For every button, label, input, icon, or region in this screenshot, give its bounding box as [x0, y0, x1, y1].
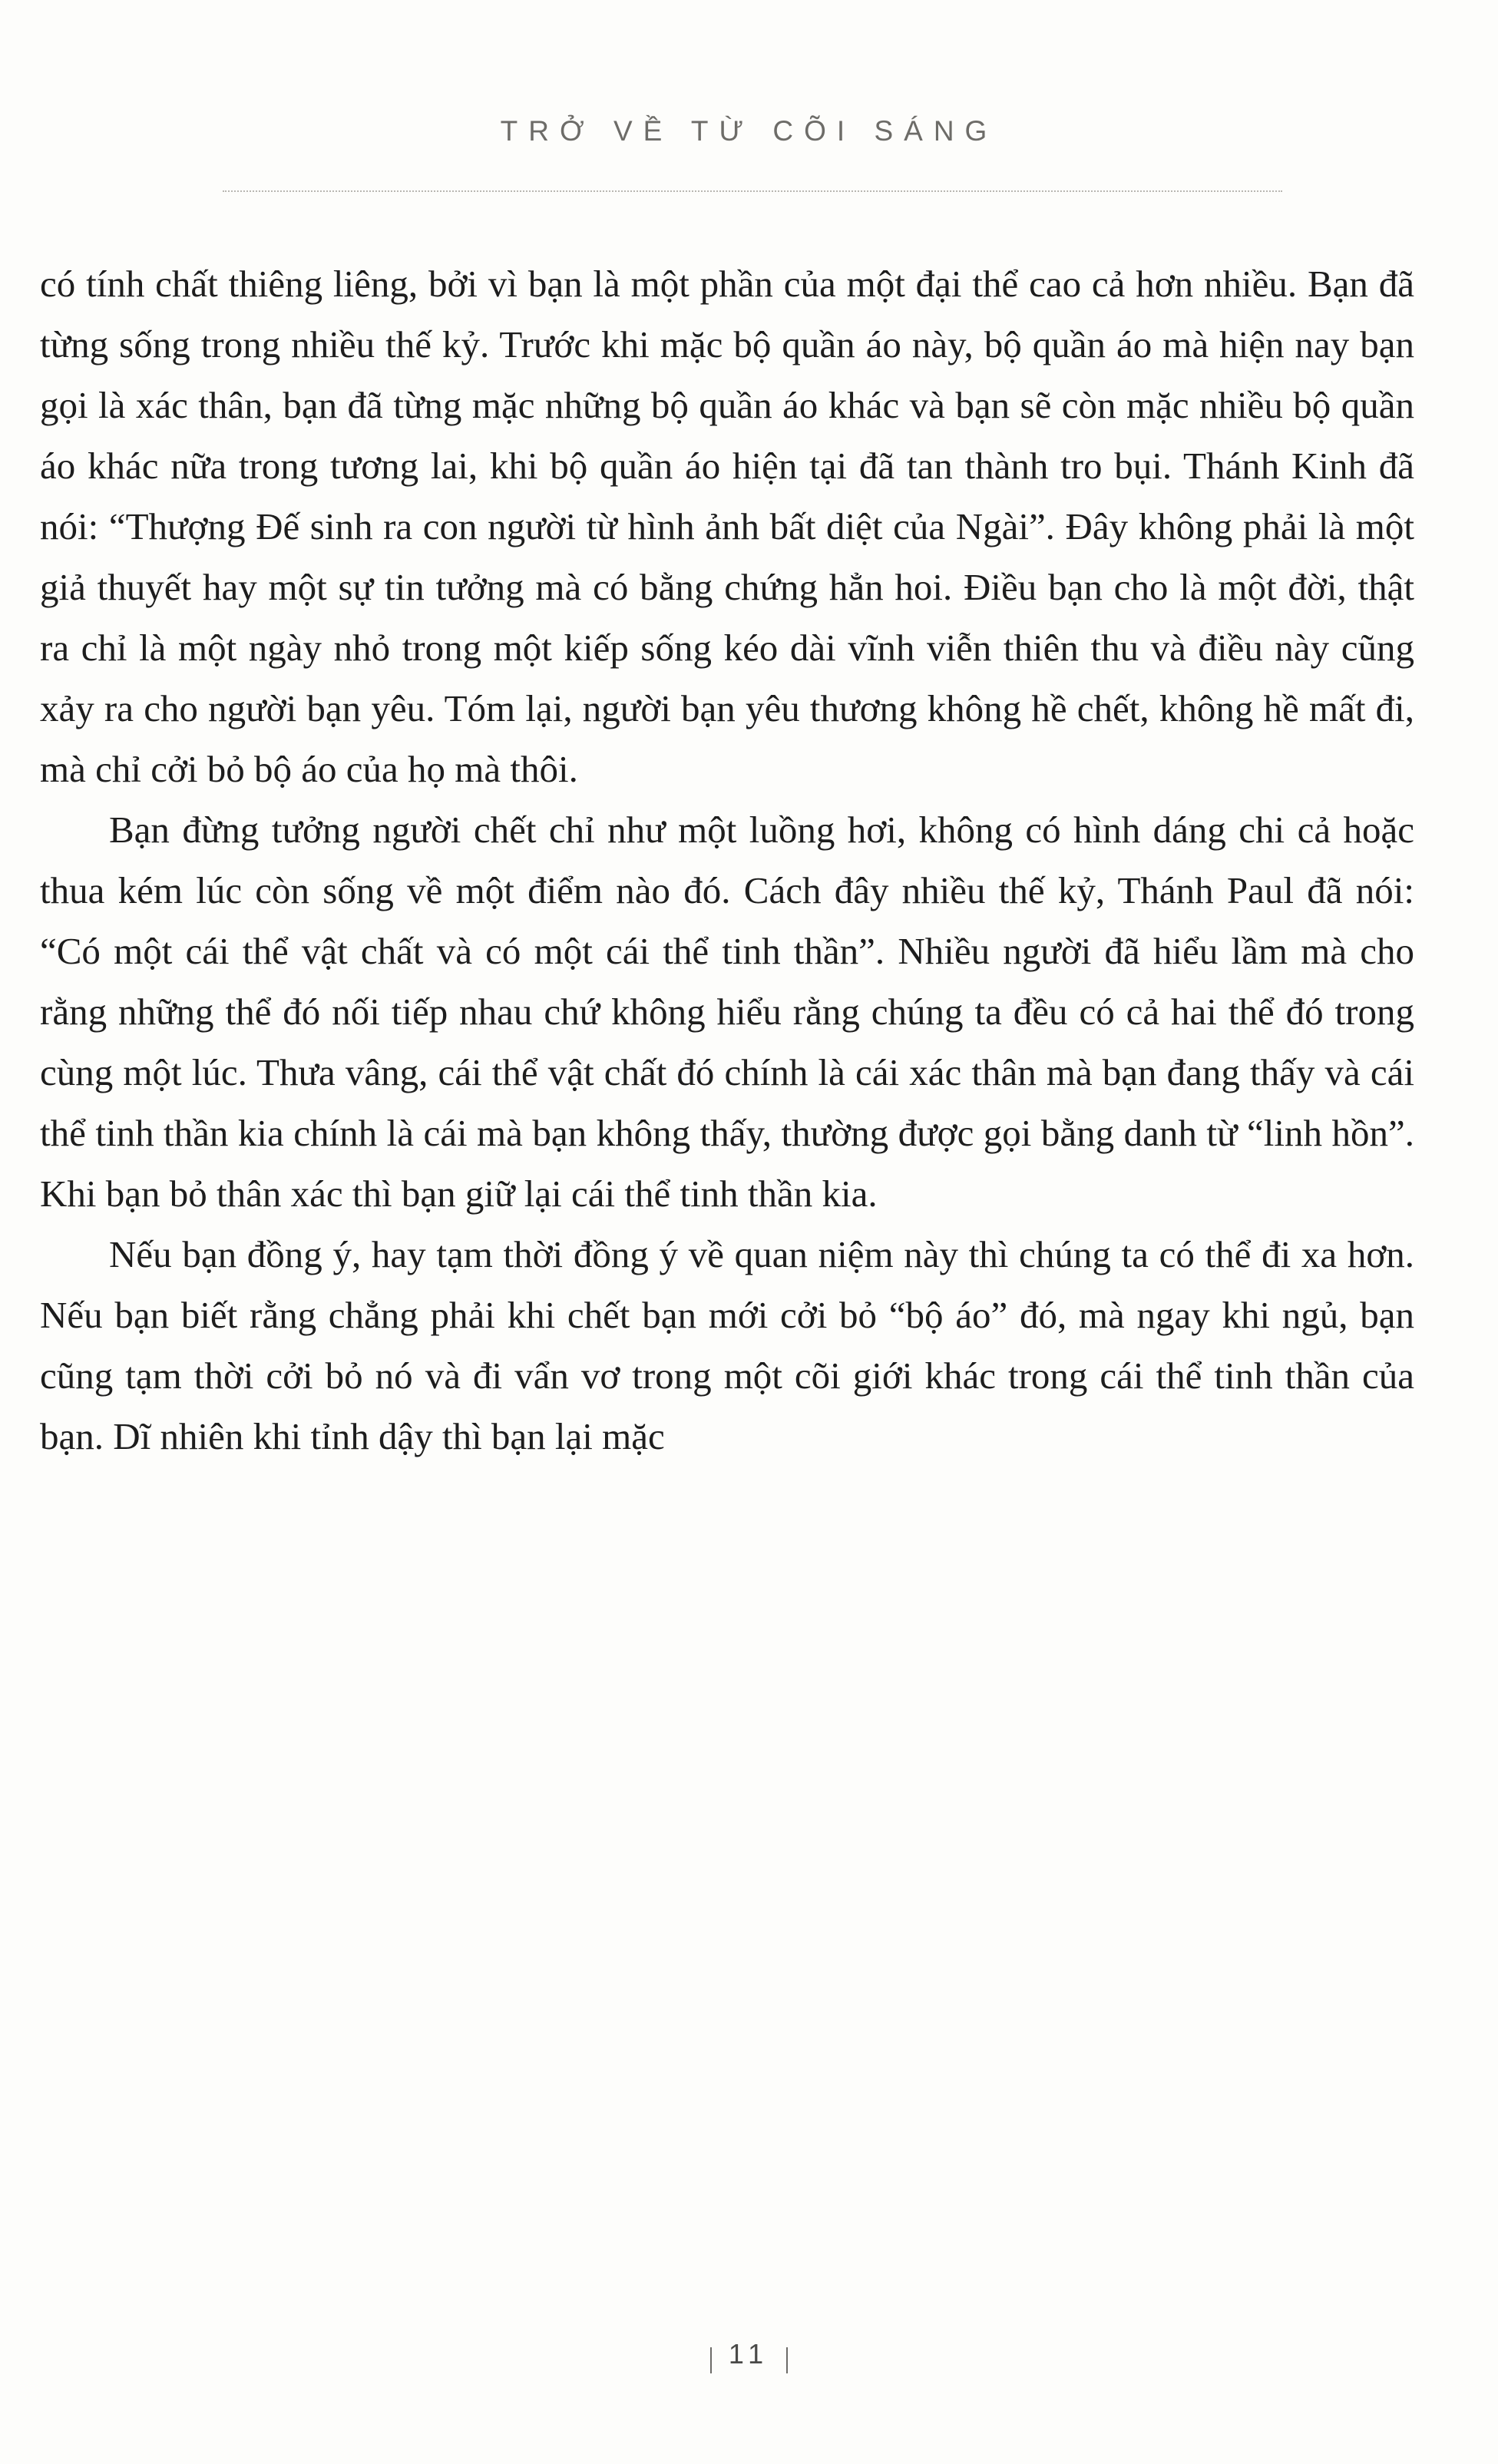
header-divider: [223, 190, 1282, 192]
running-head: TRỞ VỀ TỪ CÕI SÁNG: [500, 115, 998, 147]
paragraph-1: có tính chất thiêng liêng, bởi vì bạn là một phần của một đại thể cao cả hơn nhiều. Bạn đã từng sống trong nhiều thế kỷ. Trước khi mặc bộ quần áo này, bộ quần áo mà hiện nay bạn gọi là xác thân, bạn đã từng mặc những bộ quần áo khác và bạn sẽ còn mặc nhiều bộ quần áo khác nữa trong tương lai, khi bộ quần áo hiện tại đã tan thành tro bụi. Thánh Kinh đã nói: “Thượng Đế sinh ra con người từ hình ảnh bất diệt của Ngài”. Đây không phải là một giả thuyết hay một sự tin tưởng mà có bằng chứng hẳn hoi. Điều bạn cho là một đời, thật ra chỉ là một ngày nhỏ trong một kiếp sống kéo dài vĩnh viễn thiên thu và điều này cũng xảy ra cho người bạn yêu. Tóm lại, người bạn yêu thương không hề chết, không hề mất đi, mà chỉ cởi bỏ bộ áo của họ mà thôi.: [40, 263, 1414, 790]
paragraph-3: Nếu bạn đồng ý, hay tạm thời đồng ý về quan niệm này thì chúng ta có thể đi xa hơn. Nếu bạn biết rằng chẳng phải khi chết bạn mới cởi bỏ “bộ áo” đó, mà ngay khi ngủ, bạn cũng tạm thời cởi bỏ nó và đi vẩn vơ trong một cõi giới khác trong cái thể tinh thần của bạn. Dĩ nhiên khi tỉnh dậy thì bạn lại mặc: [40, 1233, 1414, 1457]
page-number-rule-left: [710, 2347, 712, 2373]
body-text: [40, 253, 1414, 1467]
paragraph-2: Bạn đừng tưởng người chết chỉ như một luồng hơi, không có hình dáng chi cả hoặc thua kém lúc còn sống về một điểm nào đó. Cách đây nhiều thế kỷ, Thánh Paul đã nói: “Có một cái thể vật chất và có một cái thể tinh thần”. Nhiều người đã hiểu lầm mà cho rằng những thể đó nối tiếp nhau chứ không hiểu rằng chúng ta đều có cả hai thể đó trong cùng một lúc. Thưa vâng, cái thể vật chất đó chính là cái xác thân mà bạn đang thấy và cái thể tinh thần kia chính là cái mà bạn không thấy, thường được gọi bằng danh từ “linh hồn”. Khi bạn bỏ thân xác thì bạn giữ lại cái thể tinh thần kia.: [40, 809, 1414, 1215]
page-number-rule-right: [786, 2347, 788, 2373]
page-header: [0, 115, 1498, 147]
page-footer: [0, 2338, 1498, 2373]
page-number: 11: [728, 2337, 770, 2370]
